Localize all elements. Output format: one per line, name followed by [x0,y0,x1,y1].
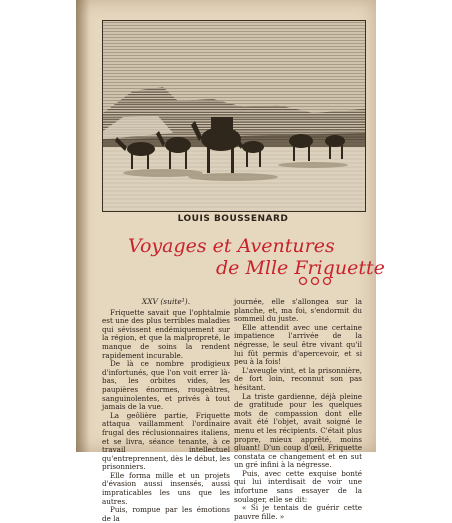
text-column-left [102,298,230,523]
paragraph: L'aveugle vint, et la prisonnière, de fort loin, reconnut son pas hésitant. [234,365,362,392]
paragraph: Friquette savait que l'ophtalmie est une des plus terribles maladies qui sévissent endémiquement sur la région, et que la malpropreté, le manque de soins la rendent rapidement incurable. [102,307,230,360]
paragraph: journée, elle s'allongea sur la planche, et, ma foi, s'endormit du sommeil du juste. [234,297,362,324]
author-name: LOUIS BOUSSENARD [177,214,289,224]
magazine-page [76,0,385,523]
text-column-right [234,298,362,521]
paragraph: Puis, rompue par les émotions de la [102,505,230,523]
paragraph: La triste gardienne, déjà pleine de gratitude pour les quelques mots de compassion dont elle avait été l'objet, avait soigné le menu et les récipients. C'était plus propre, mieux apprêté, moins gluant! D'un coup d'œil, Friquette constata ce changement et en sut un gré infini à la négresse. [234,391,362,470]
chapter-heading: XXV (suite¹). [141,297,191,306]
paragraph: La geôlière partie, Friquette attaqua vaillamment l'ordinaire frugal des réclusionnaires italiens, et se livra, séance tenante, à ce travail intellectuel qu'entreprennent, dès le début, les prisonniers. [102,410,231,472]
paragraph: Puis, avec cette exquise bonté qui lui interdisait de voir une infortune sans essayer de la soulager, elle se dit: [234,468,362,504]
paragraph: « Si je tentais de guérir cette pauvre fille. » [234,503,362,521]
story-title-line2: de Mlle Friquette [216,257,385,279]
paragraph: Elle forma mille et un projets d'évasion aussi insensés, aussi impraticables les uns que les autres. [102,470,230,506]
paragraph: Elle attendit avec une certaine impatience l'arrivée de la négresse, le seul être vivant qu'il lui fût permis d'apercevoir, et si peu à la fois! [234,322,362,367]
story-title-line1: Voyages et Aventures [128,235,335,257]
ornament-circles-icon [298,276,334,286]
engraving-illustration [102,20,366,212]
paragraph: De là ce nombre prodigieux d'infortunés, que l'on voit errer là-bas, les orbites vides, les paupières énormes, rougeâtres, sanguinolentes, et privés à tout jamais de la vue. [102,359,230,412]
book-spine-shadow [76,0,90,452]
caravan-engraving [103,21,365,211]
